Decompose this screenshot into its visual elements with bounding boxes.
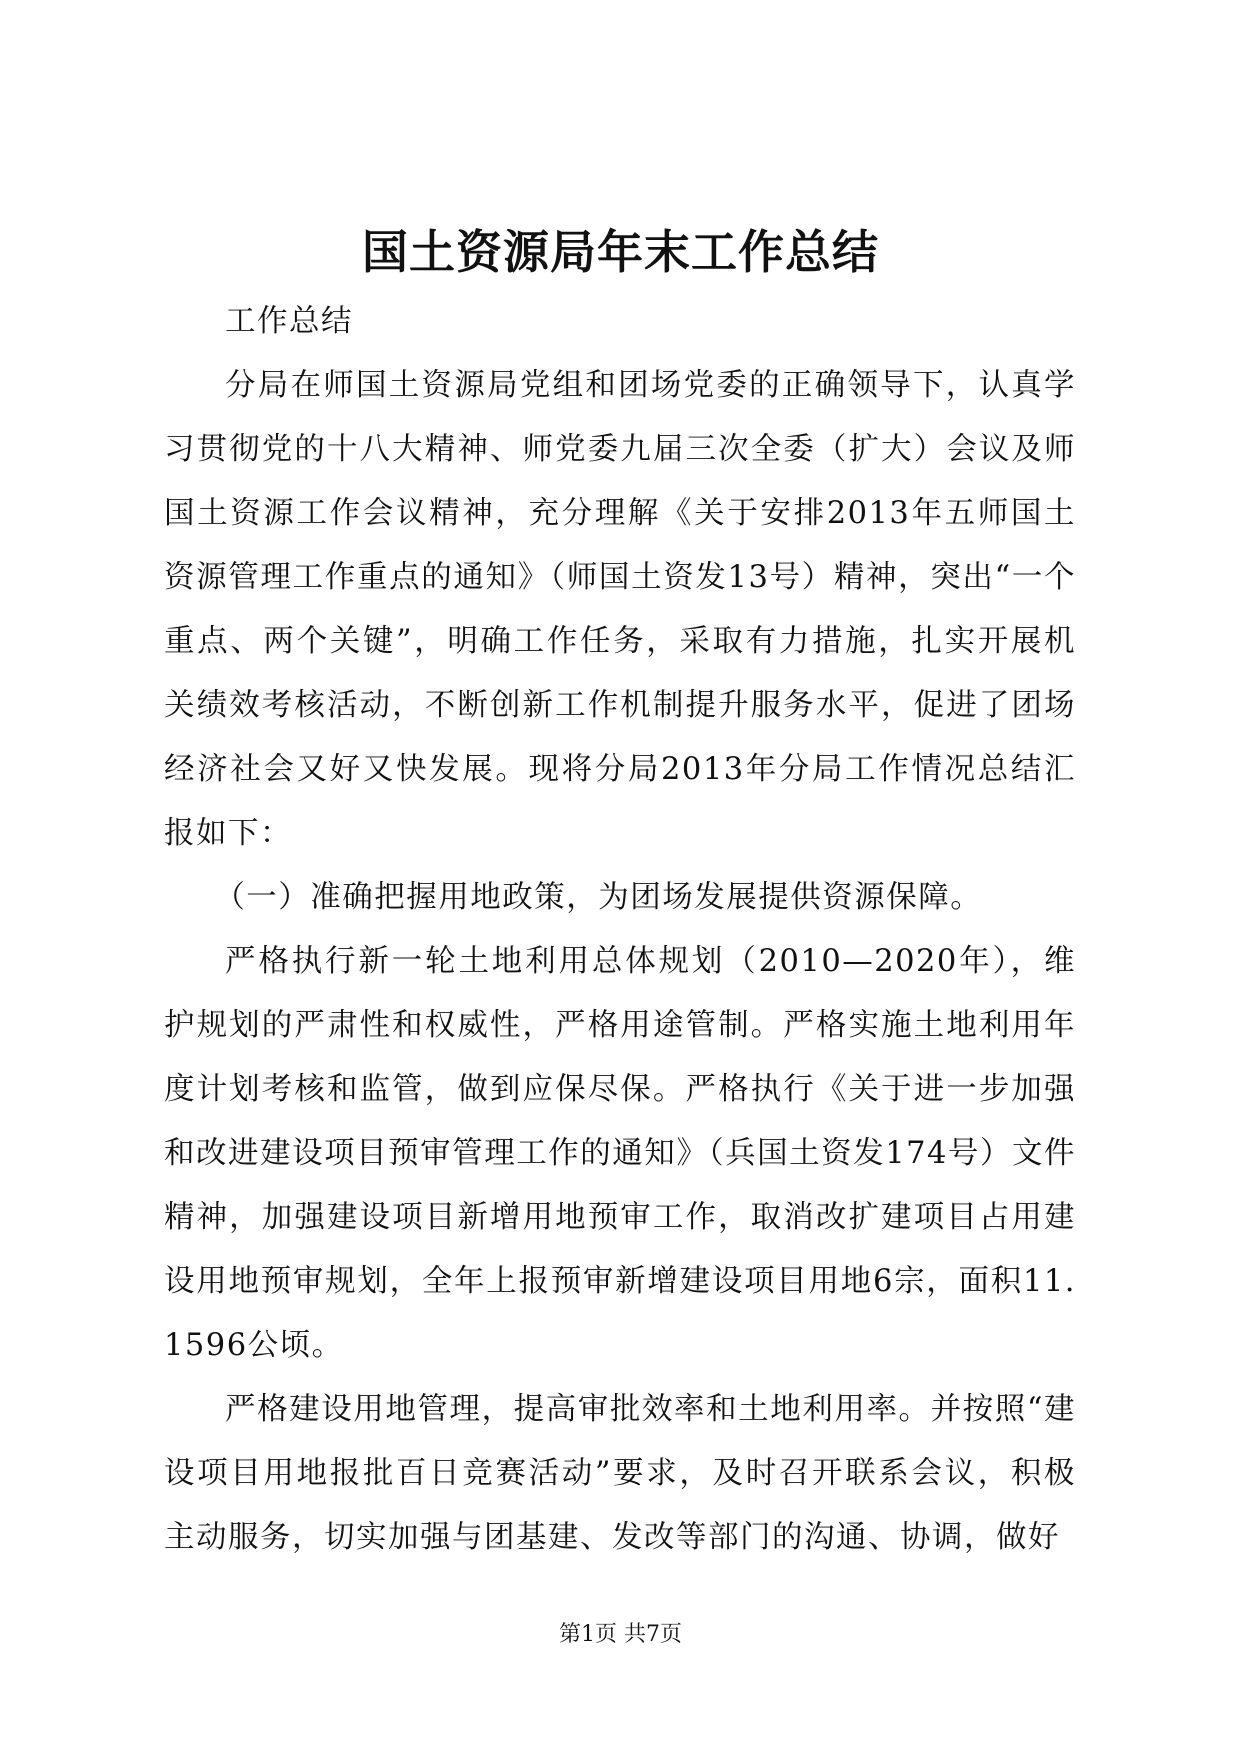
- paragraph-planning: 严格执行新一轮土地利用总体规划（2010—2020年），维护规划的严肃性和权威性，严格用途管制。严格实施土地利用年度计划考核和监管，做到应保尽保。严格执行《关于进一步加强和改进建设项目预审管理工作的通知》（兵国土资发174号）文件精神，加强建设项目新增用地预审工作，取消改扩建项目占用建设用地预审规划，全年上报预审新增建设项目用地6宗，面积11.1596公顷。: [164, 944, 1076, 1363]
- paragraph-intro: 分局在师国土资源局党组和团场党委的正确领导下，认真学习贯彻党的十八大精神、师党委九届三次全委（扩大）会议及师国土资源工作会议精神，充分理解《关于安排2013年五师国土资源管理工作重点的通知》（师国土资发13号）精神，突出“一个重点、两个关键”，明确工作任务，采取有力措施，扎实开展机关绩效考核活动，不断创新工作机制提升服务水平，促进了团场经济社会又好又快发展。现将分局2013年分局工作情况总结汇报如下：: [164, 368, 1076, 851]
- document-body: [164, 290, 1076, 1570]
- document-title: 国土资源局年末工作总结: [362, 225, 879, 279]
- page-number-footer: 第1页 共7页: [559, 1622, 682, 1647]
- paragraph-heading-1: （一）准确把握用地政策，为团场发展提供资源保障。: [214, 880, 983, 915]
- paragraph-section-label: 工作总结: [225, 304, 353, 339]
- paragraph-land-management: 严格建设用地管理，提高审批效率和土地利用率。并按照“建设项目用地报批百日竞赛活动”要求，及时召开联系会议，积极主动服务，切实加强与团基建、发改等部门的沟通、协调，做好: [164, 1392, 1076, 1555]
